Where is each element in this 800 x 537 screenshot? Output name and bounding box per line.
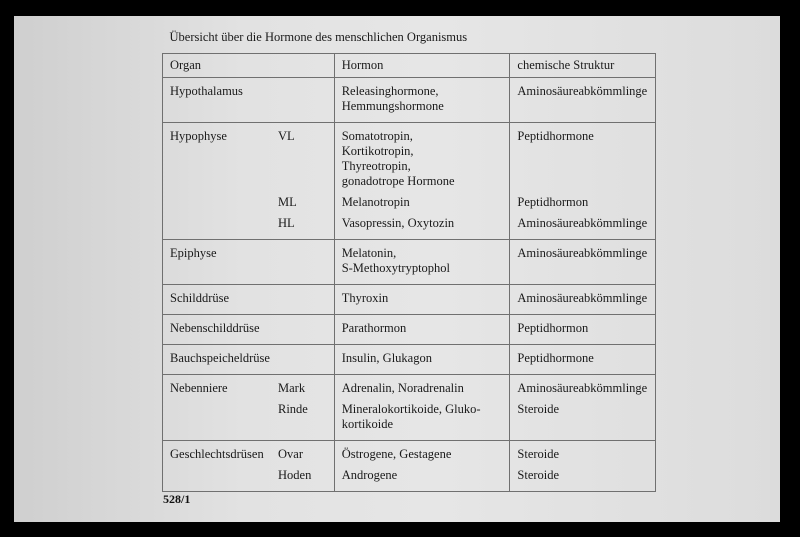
organ-cell <box>163 441 335 466</box>
table-row <box>163 285 656 315</box>
struktur-line: Peptidhormone <box>517 351 594 365</box>
struktur-line: Aminosäureabkömmlinge <box>517 84 648 98</box>
hormon-line: gonadotrope Hormone <box>341 174 455 188</box>
organ-part <box>278 321 318 336</box>
struktur-line: Aminosäureabkömmlinge <box>517 246 648 260</box>
organ-name: Hypophyse <box>170 129 227 143</box>
struktur-line: Aminosäureabkömmlinge <box>517 291 648 305</box>
organ-cell <box>163 285 335 315</box>
struktur-cell <box>510 315 656 345</box>
hormon-line: kortikoide <box>341 417 394 431</box>
organ-part <box>278 291 318 306</box>
organ-name <box>170 195 278 210</box>
organ-cell <box>163 375 335 400</box>
table-row <box>163 315 656 345</box>
table-row <box>163 240 656 285</box>
organ-part: VL <box>278 129 295 143</box>
hormon-cell <box>334 345 510 375</box>
photo-slide <box>14 16 780 522</box>
header-hormon: Hormon <box>334 54 510 78</box>
organ-name <box>170 216 278 231</box>
struktur-cell <box>510 78 656 123</box>
table-row <box>163 123 656 193</box>
struktur-line: Steroide <box>517 468 560 482</box>
struktur-line: Aminosäureabkömmlinge <box>517 381 648 395</box>
hormon-line: Releasinghormone, <box>341 84 439 98</box>
struktur-cell <box>510 123 656 193</box>
hormon-line: Mineralokortikoide, Gluko- <box>341 402 481 416</box>
book-page <box>14 16 780 522</box>
hormon-line: Melatonin, <box>341 246 397 260</box>
hormon-cell <box>334 315 510 345</box>
struktur-cell <box>510 213 656 240</box>
table-caption: Übersicht über die Hormone des menschlichen Organismus <box>163 24 656 54</box>
table-body <box>163 78 656 492</box>
hormon-line: Insulin, Glukagon <box>341 351 432 365</box>
organ-name: Hypothalamus <box>170 84 243 98</box>
table-row <box>163 213 656 240</box>
hormon-line: Melanotropin <box>341 195 410 209</box>
organ-name <box>170 468 278 483</box>
organ-name: Schilddrüse <box>170 291 230 305</box>
struktur-cell <box>510 465 656 492</box>
organ-part <box>278 351 318 366</box>
organ-part: Hoden <box>278 468 312 482</box>
hormon-cell <box>334 123 510 193</box>
hormon-line: Parathormon <box>341 321 407 335</box>
header-organ: Organ <box>163 54 335 78</box>
organ-name: Geschlechtsdrüsen <box>170 447 264 461</box>
hormon-line: Hemmungshormone <box>341 99 444 113</box>
hormon-cell <box>334 399 510 441</box>
hormon-line: Androgene <box>341 468 398 482</box>
hormon-line: Somatotropin, <box>341 129 413 143</box>
table-header-row <box>163 54 656 78</box>
organ-cell <box>163 399 335 441</box>
table-row <box>163 192 656 213</box>
hormon-cell <box>334 285 510 315</box>
organ-part: ML <box>278 195 297 209</box>
struktur-line: Aminosäureabkömmlinge <box>517 216 648 230</box>
header-struktur: chemische Struktur <box>510 54 656 78</box>
hormon-line: Thyroxin <box>341 291 389 305</box>
struktur-line: Peptidhormone <box>517 129 594 143</box>
hormone-table <box>162 24 656 492</box>
organ-cell <box>163 78 335 123</box>
hormon-cell <box>334 441 510 466</box>
organ-name: Nebenschilddrüse <box>170 321 260 335</box>
organ-part: Ovar <box>278 447 303 461</box>
struktur-cell <box>510 192 656 213</box>
struktur-cell <box>510 345 656 375</box>
page-number: 528/1 <box>163 492 191 506</box>
organ-part: HL <box>278 216 295 230</box>
organ-part <box>278 84 318 99</box>
organ-cell <box>163 123 335 193</box>
organ-name: Epiphyse <box>170 246 217 260</box>
struktur-cell <box>510 240 656 285</box>
hormone-table-container <box>162 24 656 494</box>
organ-part: Mark <box>278 381 306 395</box>
struktur-line: Peptidhormon <box>517 321 589 335</box>
organ-cell <box>163 240 335 285</box>
struktur-cell <box>510 441 656 466</box>
table-row <box>163 345 656 375</box>
struktur-line: Steroide <box>517 402 560 416</box>
struktur-line: Peptidhormon <box>517 195 589 209</box>
hormon-line: S-Methoxytryptophol <box>341 261 451 275</box>
table-row <box>163 465 656 492</box>
hormon-cell <box>334 192 510 213</box>
hormon-line: Vasopressin, Oxytozin <box>341 216 455 230</box>
hormon-line: Adrenalin, Noradrenalin <box>341 381 464 395</box>
hormon-cell <box>334 465 510 492</box>
organ-cell <box>163 345 335 375</box>
organ-name <box>170 402 278 417</box>
struktur-cell <box>510 399 656 441</box>
organ-cell <box>163 192 335 213</box>
struktur-cell <box>510 375 656 400</box>
organ-name: Nebenniere <box>170 381 228 395</box>
organ-cell <box>163 213 335 240</box>
hormon-line: Kortikotropin, <box>341 144 414 158</box>
table-row <box>163 375 656 400</box>
organ-part: Rinde <box>278 402 308 416</box>
hormon-cell <box>334 213 510 240</box>
hormon-cell <box>334 375 510 400</box>
hormon-line: Östrogene, Gestagene <box>341 447 452 461</box>
struktur-cell <box>510 285 656 315</box>
hormon-line: Thyreotropin, <box>341 159 411 173</box>
hormon-cell <box>334 78 510 123</box>
table-row <box>163 78 656 123</box>
table-row <box>163 441 656 466</box>
organ-cell <box>163 465 335 492</box>
organ-cell <box>163 315 335 345</box>
table-row <box>163 399 656 441</box>
organ-name: Bauchspeicheldrüse <box>170 351 270 365</box>
struktur-line: Steroide <box>517 447 560 461</box>
hormon-cell <box>334 240 510 285</box>
organ-part <box>278 246 318 261</box>
